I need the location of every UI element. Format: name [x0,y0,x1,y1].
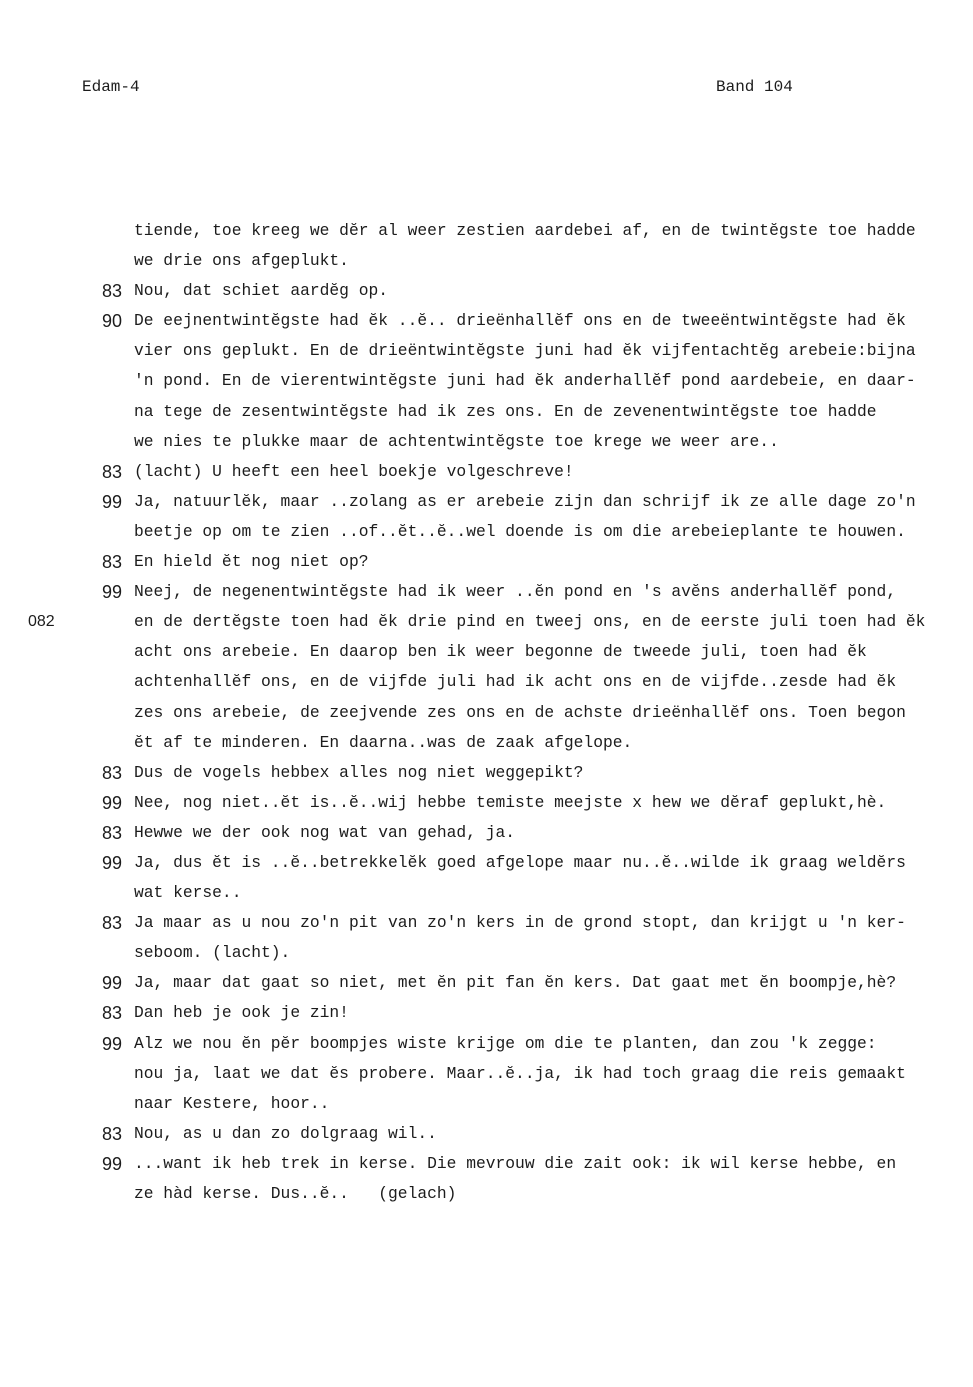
speaker-number: 90 [102,311,123,332]
line-text: beetje op om te zien ..of..ĕt..ĕ..wel doende is om die arebeieplante te houwen. [134,521,906,541]
speaker-number: 83 [102,1003,123,1024]
speaker-number: 83 [102,822,123,843]
transcript-line [0,457,973,487]
line-text: we drie ons afgeplukt. [134,251,349,271]
transcript-line [0,336,973,366]
transcript-line [0,577,973,607]
transcript-line [0,818,973,848]
line-text: De eejnentwintĕgste had ĕk ..ĕ.. drieënhallĕf ons en de tweeëntwintĕgste had ĕk [134,311,906,331]
speaker-number: 99 [102,1033,123,1054]
speaker-number: 99 [102,491,123,512]
line-text: nou ja, laat we dat ĕs probere. Maar..ĕ..ja, ik had toch graag die reis gemaakt [134,1063,906,1083]
transcript-line [0,397,973,427]
line-text: En hield ĕt nog niet op? [134,552,369,572]
transcript-line [0,998,973,1028]
line-text: wat kerse.. [134,883,242,903]
document-id: Edam-4 [82,78,140,96]
line-text: ze hàd kerse. Dus..ĕ.. (gelach) [134,1184,457,1203]
transcript-line [0,306,973,336]
line-text: Nou, dat schiet aardĕg op. [134,281,389,301]
speaker-number: 99 [102,852,123,873]
transcript-line [0,1119,973,1149]
speaker-number: 83 [102,913,123,934]
transcript-line [0,1029,973,1059]
transcript-line [0,938,973,968]
speaker-number: 83 [102,461,123,482]
transcript-line [0,1149,973,1179]
speaker-number: 83 [102,1123,123,1144]
transcript-line [0,788,973,818]
speaker-number: 83 [102,281,123,302]
speaker-number: 83 [102,762,123,783]
transcript-line [0,246,973,276]
line-text: Dus de vogels hebbex alles nog niet weggepikt? [134,762,584,782]
speaker-number: 99 [102,1153,123,1174]
line-text: 'n pond. En de vierentwintĕgste juni had ĕk anderhallĕf pond aardebeie, en daar- [134,371,916,391]
margin-counter: 082 [28,613,55,631]
transcript-line [0,366,973,396]
transcript-line [0,968,973,998]
line-text: Hewwe we der ook nog wat van gehad, ja. [134,822,516,842]
line-text: Ja, dus ĕt is ..ĕ..betrekkelĕk goed afgelope maar nu..ĕ..wilde ik graag weldĕrs [134,852,906,872]
line-text: (lacht) U heeft een heel boekje volgeschreve! [134,461,574,481]
transcript-body [0,216,973,1209]
line-text: Ja, natuurlĕk, maar ..zolang as er arebeie zijn dan schrijf ik ze alle dage zo'n [134,491,916,511]
line-text: Dan heb je ook je zin! [134,1003,349,1023]
line-text: seboom. (lacht). [134,943,291,963]
line-text: Neej, de negenentwintĕgste had ik weer ..ĕn pond en 's avĕns anderhallĕf pond, [134,582,897,602]
transcript-line [0,1179,973,1209]
line-text: naar Kestere, hoor.. [134,1093,330,1113]
transcript-line [0,216,973,246]
transcript-line [0,607,973,637]
transcript-line [0,547,973,577]
line-text: Nou, as u dan zo dolgraag wil.. [134,1123,437,1143]
transcript-line [0,908,973,938]
transcript-line [0,758,973,788]
transcript-line [0,427,973,457]
tape-number: Band 104 [716,78,793,96]
transcript-line [0,728,973,758]
transcript-line [0,848,973,878]
transcript-line [0,698,973,728]
line-text: tiende, toe kreeg we dĕr al weer zestien aardebei af, en de twintĕgste toe hadde [134,221,916,240]
speaker-number: 99 [102,582,123,603]
line-text: acht ons arebeie. En daarop ben ik weer begonne de tweede juli, toen had ĕk [134,642,867,662]
line-text: Alz we nou ĕn pĕr boompjes wiste krijge om die te planten, dan zou 'k zegge: [134,1033,877,1053]
speaker-number: 99 [102,973,123,994]
transcript-line [0,1059,973,1089]
line-text: vier ons geplukt. En de drieëntwintĕgste juni had ĕk vijfentachtĕg arebeie:bijna [134,341,916,361]
line-text: Nee, nog niet..ĕt is..ĕ..wij hebbe temiste meejste x hew we dĕraf geplukt,hè. [134,792,887,812]
line-text: Ja, maar dat gaat so niet, met ĕn pit fan ĕn kers. Dat gaat met ĕn boompje,hè? [134,973,897,993]
transcript-line [0,878,973,908]
transcript-line [0,487,973,517]
line-text: achtenhallĕf ons, en de vijfde juli had ik acht ons en de vijfde..zesde had ĕk [134,672,897,692]
speaker-number: 99 [102,792,123,813]
line-text: zes ons arebeie, de zeejvende zes ons en de achste drieënhallĕf ons. Toen begon [134,702,906,722]
transcript-line [0,637,973,667]
transcript-line [0,276,973,306]
line-text: Ja maar as u nou zo'n pit van zo'n kers in de grond stopt, dan krijgt u 'n ker- [134,913,906,933]
transcript-line [0,517,973,547]
transcript-line [0,1089,973,1119]
line-text: ...want ik heb trek in kerse. Die mevrouw die zait ook: ik wil kerse hebbe, en [134,1153,897,1173]
line-text: ĕt af te minderen. En daarna..was de zaak afgelope. [134,732,633,752]
transcript-line [0,667,973,697]
line-text: en de dertĕgste toen had ĕk drie pind en tweej ons, en de eerste juli toen had ĕk [134,612,926,632]
line-text: we nies te plukke maar de achtentwintĕgste toe krege we weer are.. [134,431,779,451]
line-text: na tege de zesentwintĕgste had ik zes ons. En de zevenentwintĕgste toe hadde [134,401,877,421]
speaker-number: 83 [102,552,123,573]
